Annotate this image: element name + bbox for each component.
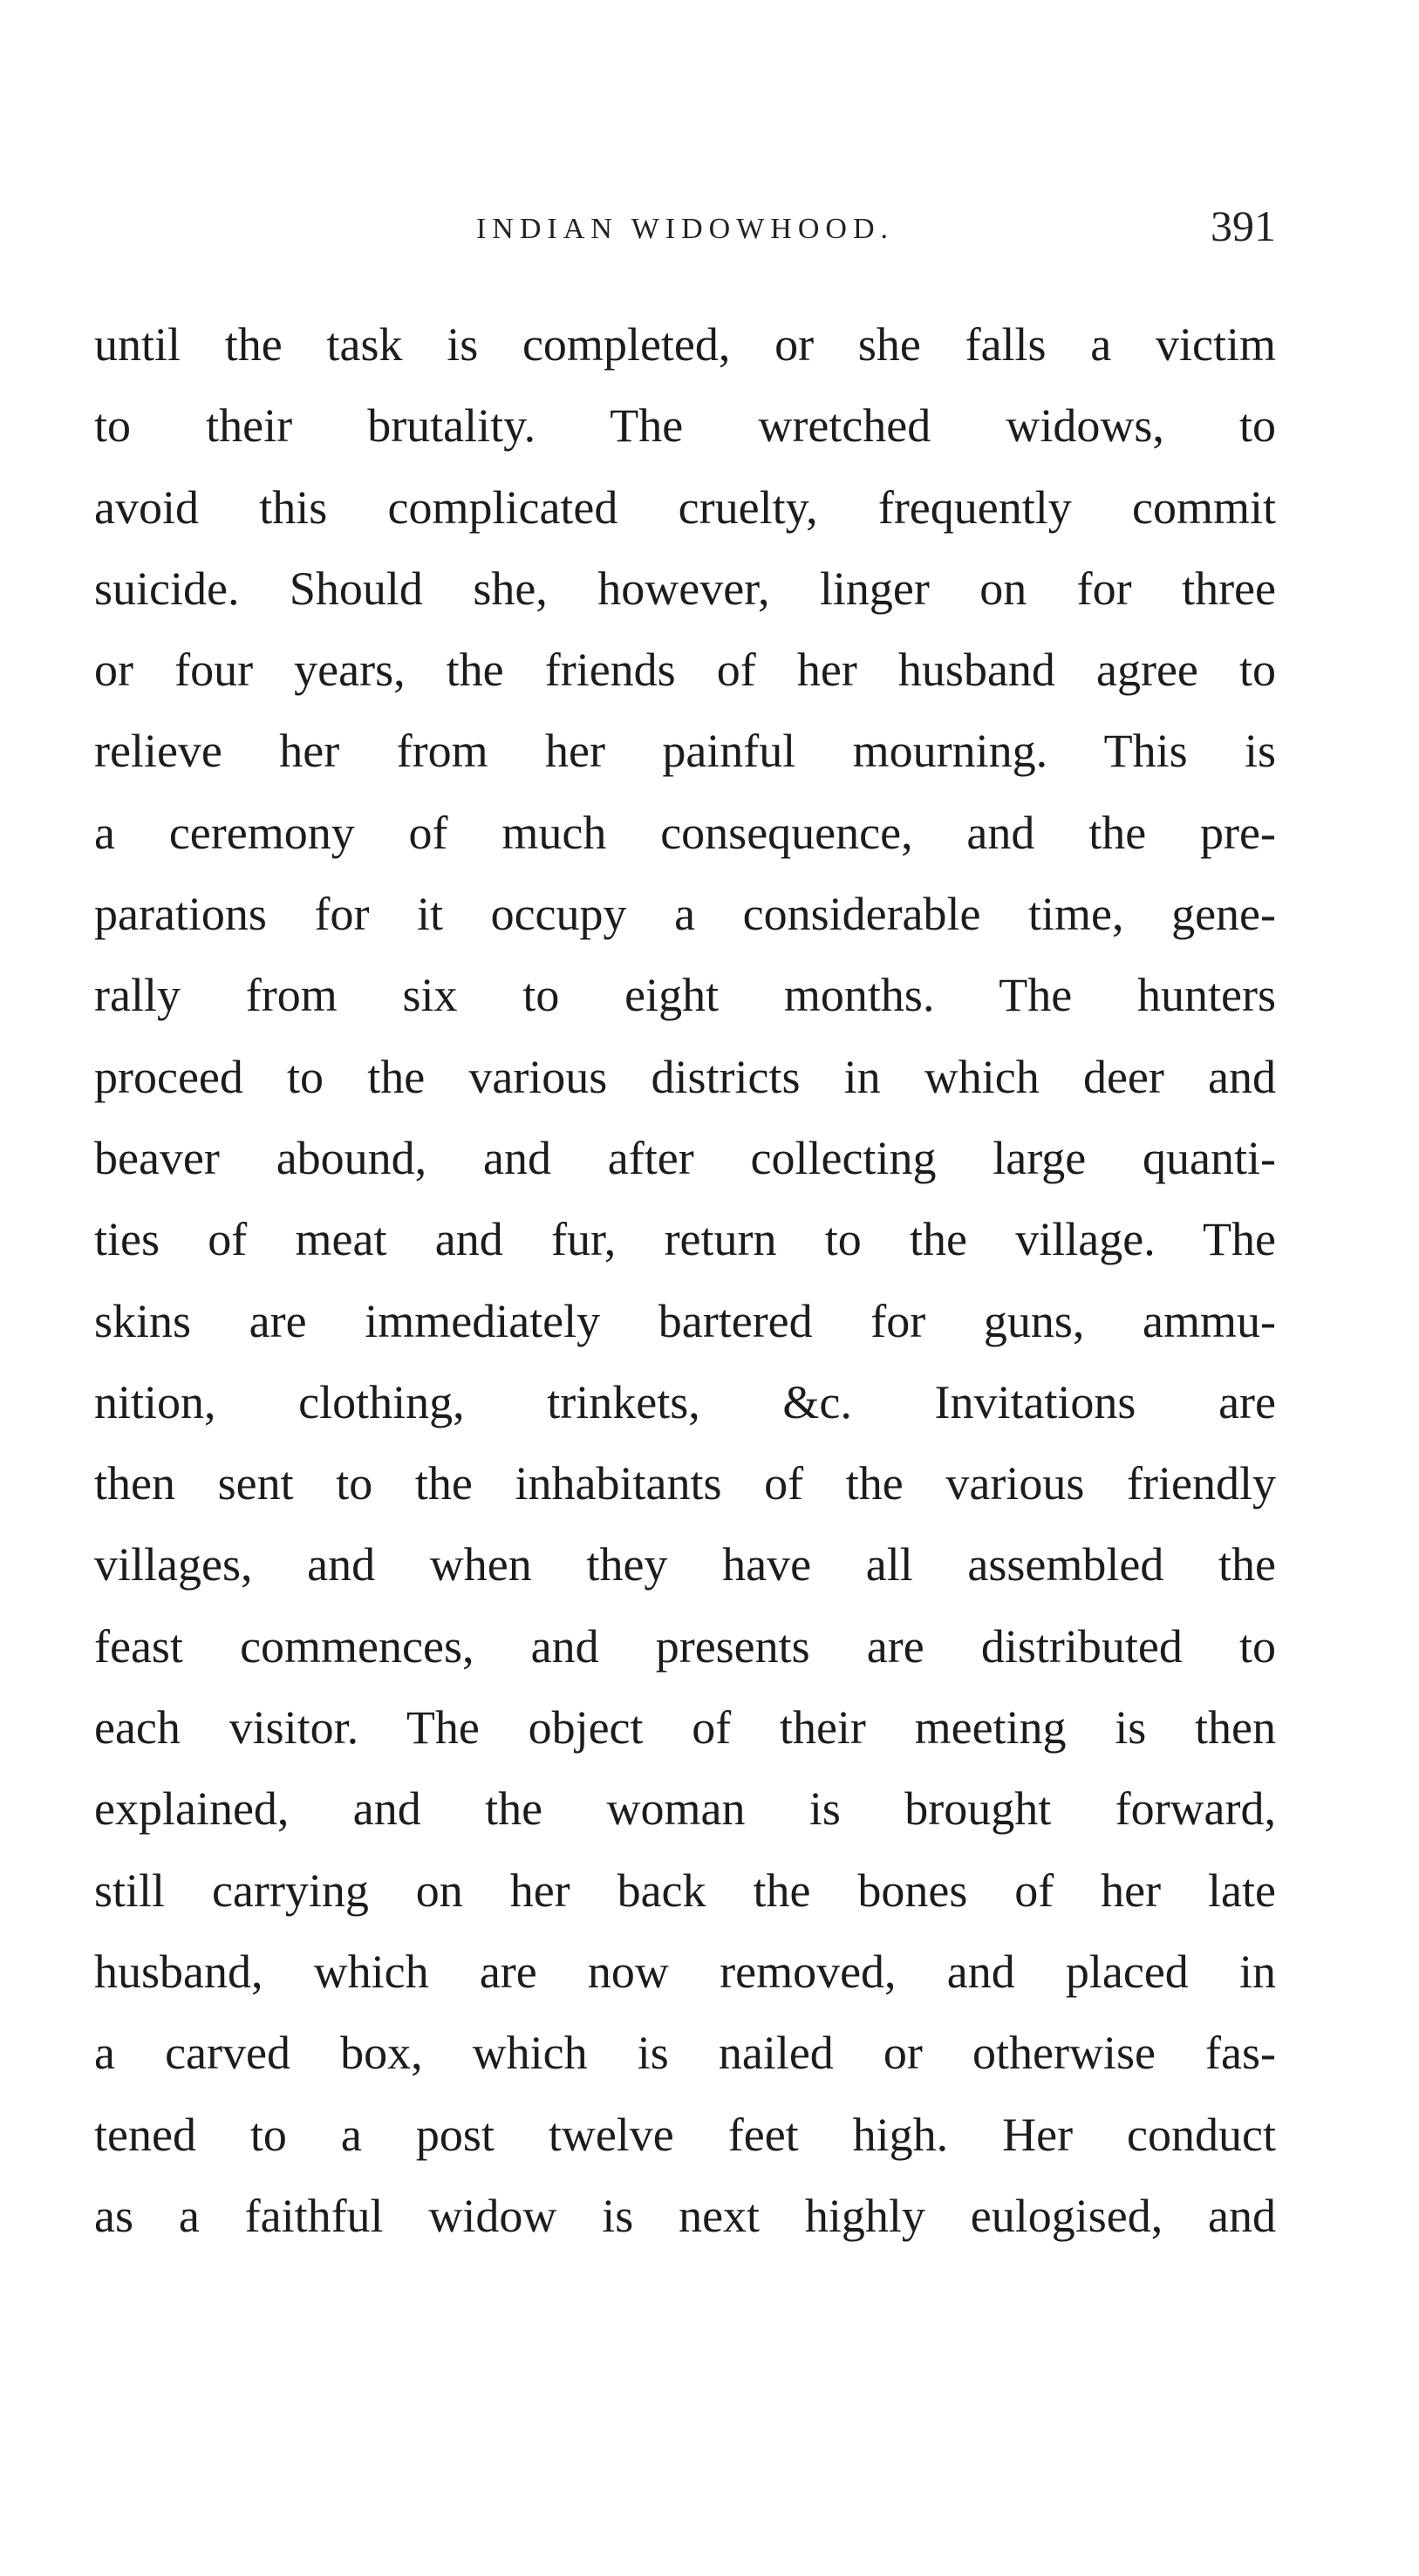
text-line: avoid this complicated cruelty, frequently commit bbox=[94, 480, 1276, 534]
text-line: explained, and the woman is brought forward, bbox=[94, 1782, 1276, 1836]
text-line: beaver abound, and after collecting large quanti- bbox=[94, 1131, 1276, 1184]
text-line: proceed to the various districts in which deer and bbox=[94, 1050, 1276, 1103]
text-line: still carrying on her back the bones of her late bbox=[94, 1864, 1276, 1917]
text-line: tened to a post twelve feet high. Her conduct bbox=[94, 2108, 1276, 2161]
running-title: INDIAN WIDOWHOOD. bbox=[475, 213, 895, 245]
text-line: as a faithful widow is next highly eulogised, and bbox=[94, 2189, 1276, 2242]
text-line: to their brutality. The wretched widows, to bbox=[94, 399, 1276, 453]
text-line: nition, clothing, trinkets, &c. Invitations are bbox=[94, 1375, 1276, 1428]
text-line: rally from six to eight months. The hunters bbox=[94, 969, 1276, 1022]
text-line: feast commences, and presents are distributed to bbox=[94, 1619, 1276, 1673]
text-line: ties of meat and fur, return to the village. The bbox=[94, 1213, 1276, 1266]
text-line: husband, which are now removed, and placed in bbox=[94, 1945, 1276, 1998]
text-line: until the task is completed, or she falls a victim bbox=[94, 318, 1276, 371]
text-line: villages, and when they have all assembled the bbox=[94, 1538, 1276, 1591]
page-number: 391 bbox=[1211, 201, 1276, 250]
running-head bbox=[94, 201, 1276, 262]
body-text bbox=[94, 304, 1276, 2257]
text-line: suicide. Should she, however, linger on for three bbox=[94, 562, 1276, 615]
text-line: a carved box, which is nailed or otherwise fas- bbox=[94, 2027, 1276, 2080]
text-line: relieve her from her painful mourning. This is bbox=[94, 725, 1276, 778]
text-line: parations for it occupy a considerable time, gene- bbox=[94, 888, 1276, 941]
text-line: or four years, the friends of her husband agree to bbox=[94, 644, 1276, 697]
text-line: each visitor. The object of their meeting is then bbox=[94, 1701, 1276, 1755]
text-line: then sent to the inhabitants of the various friendly bbox=[94, 1457, 1276, 1510]
text-line: skins are immediately bartered for guns, ammu- bbox=[94, 1294, 1276, 1347]
text-line: a ceremony of much consequence, and the pre- bbox=[94, 806, 1276, 859]
